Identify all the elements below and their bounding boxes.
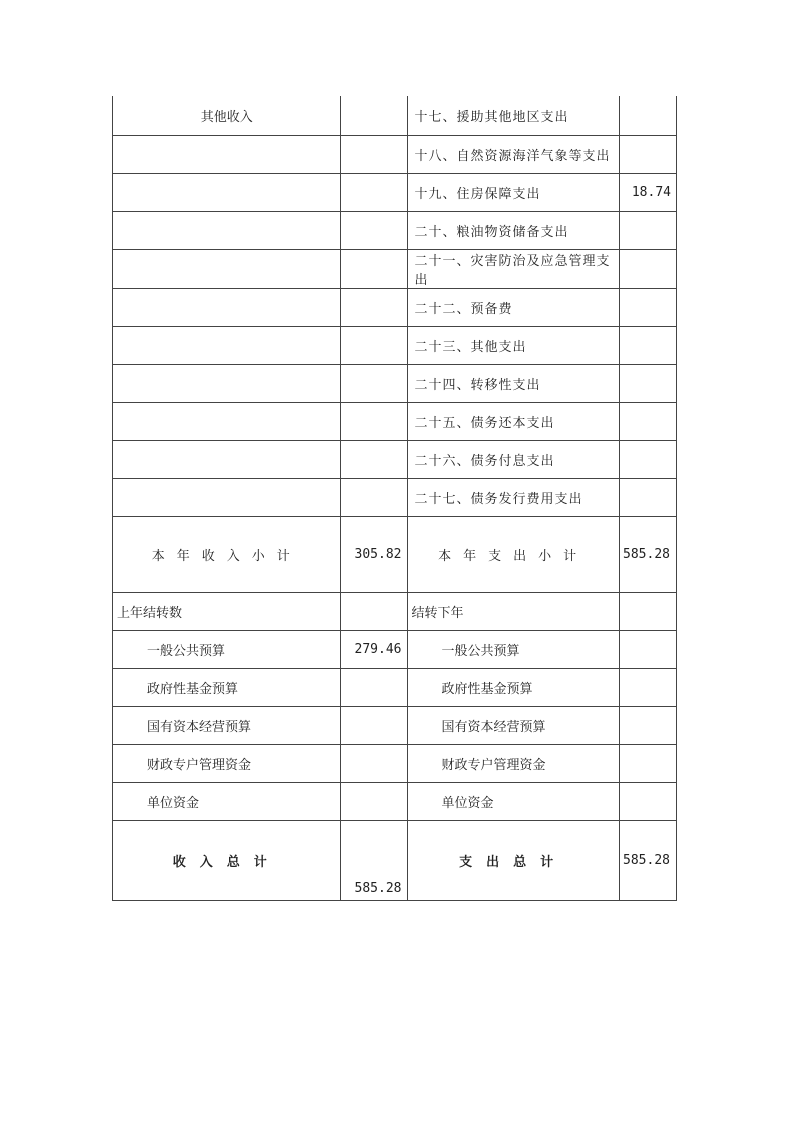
table-row: [113, 403, 677, 441]
table-row: [113, 365, 677, 403]
income-value: [341, 212, 407, 250]
expense-label: 二十四、转移性支出: [407, 365, 619, 403]
expense-value: 18.74: [619, 174, 676, 212]
carry-row: [113, 783, 677, 821]
income-value: [341, 479, 407, 517]
expense-carry-label: 一般公共预算: [407, 631, 619, 669]
expense-label: 十七、援助其他地区支出: [407, 96, 619, 136]
table-row: [113, 96, 677, 136]
table-row: [113, 136, 677, 174]
income-value: [341, 136, 407, 174]
income-subtotal-value: 305.82: [341, 517, 407, 593]
expense-carry-label: 政府性基金预算: [407, 669, 619, 707]
expense-total-label: 支出总计: [407, 821, 619, 901]
income-carry-value: [341, 745, 407, 783]
expense-value: [619, 250, 676, 289]
table-row: [113, 327, 677, 365]
subtotal-row: [113, 517, 677, 593]
income-carry-value: [341, 783, 407, 821]
table-row: [113, 250, 677, 289]
expense-label: 二十二、预备费: [407, 289, 619, 327]
income-label: 其他收入: [113, 96, 341, 136]
expense-carry-label: 国有资本经营预算: [407, 707, 619, 745]
expense-value: [619, 96, 676, 136]
income-carry-value: [341, 707, 407, 745]
table-row: [113, 174, 677, 212]
table-row: [113, 441, 677, 479]
expense-value: [619, 403, 676, 441]
income-label: [113, 174, 341, 212]
carry-header-row: [113, 593, 677, 631]
expense-label: 二十六、债务付息支出: [407, 441, 619, 479]
income-carry-value: 279.46: [341, 631, 407, 669]
carry-row: [113, 631, 677, 669]
expense-carry-value: [619, 745, 676, 783]
expense-label: 二十七、债务发行费用支出: [407, 479, 619, 517]
income-value: [341, 250, 407, 289]
income-total-label: 收入总计: [113, 821, 341, 901]
income-subtotal-label: 本年收入小计: [113, 517, 341, 593]
carry-row: [113, 745, 677, 783]
expense-label: 二十、粮油物资储备支出: [407, 212, 619, 250]
expense-value: [619, 136, 676, 174]
expense-label: 十八、自然资源海洋气象等支出: [407, 136, 619, 174]
income-value: [341, 441, 407, 479]
carry-row: [113, 669, 677, 707]
expense-value: [619, 441, 676, 479]
expense-value: [619, 327, 676, 365]
income-label: [113, 212, 341, 250]
expense-label: 十九、住房保障支出: [407, 174, 619, 212]
income-carry-header: 上年结转数: [113, 593, 341, 631]
expense-carry-header-value: [619, 593, 676, 631]
income-value: [341, 327, 407, 365]
expense-label: 二十五、债务还本支出: [407, 403, 619, 441]
income-carry-header-value: [341, 593, 407, 631]
income-carry-label: 政府性基金预算: [113, 669, 341, 707]
expense-carry-label: 财政专户管理资金: [407, 745, 619, 783]
income-carry-label: 单位资金: [113, 783, 341, 821]
table-row: [113, 289, 677, 327]
expense-label: 二十一、灾害防治及应急管理支出: [407, 250, 619, 289]
income-label: [113, 403, 341, 441]
income-label: [113, 250, 341, 289]
income-label: [113, 289, 341, 327]
income-value: [341, 174, 407, 212]
expense-subtotal-label: 本年支出小计: [407, 517, 619, 593]
expense-carry-header: 结转下年: [407, 593, 619, 631]
expense-value: [619, 289, 676, 327]
income-value: [341, 96, 407, 136]
income-value: [341, 403, 407, 441]
income-label: [113, 441, 341, 479]
income-total-value: 585.28: [341, 821, 407, 901]
carry-row: [113, 707, 677, 745]
expense-label: 二十三、其他支出: [407, 327, 619, 365]
expense-carry-value: [619, 783, 676, 821]
income-carry-label: 一般公共预算: [113, 631, 341, 669]
expense-value: [619, 212, 676, 250]
budget-summary-table: [112, 96, 677, 901]
income-carry-value: [341, 669, 407, 707]
expense-value: [619, 479, 676, 517]
total-row: [113, 821, 677, 901]
income-carry-label: 财政专户管理资金: [113, 745, 341, 783]
expense-carry-label: 单位资金: [407, 783, 619, 821]
income-label: [113, 327, 341, 365]
expense-carry-value: [619, 631, 676, 669]
expense-carry-value: [619, 669, 676, 707]
income-label: [113, 479, 341, 517]
income-value: [341, 289, 407, 327]
income-value: [341, 365, 407, 403]
expense-value: [619, 365, 676, 403]
expense-carry-value: [619, 707, 676, 745]
table-row: [113, 212, 677, 250]
income-carry-label: 国有资本经营预算: [113, 707, 341, 745]
table-row: [113, 479, 677, 517]
expense-subtotal-value: 585.28: [619, 517, 676, 593]
income-label: [113, 136, 341, 174]
expense-total-value: 585.28: [619, 821, 676, 901]
income-label: [113, 365, 341, 403]
